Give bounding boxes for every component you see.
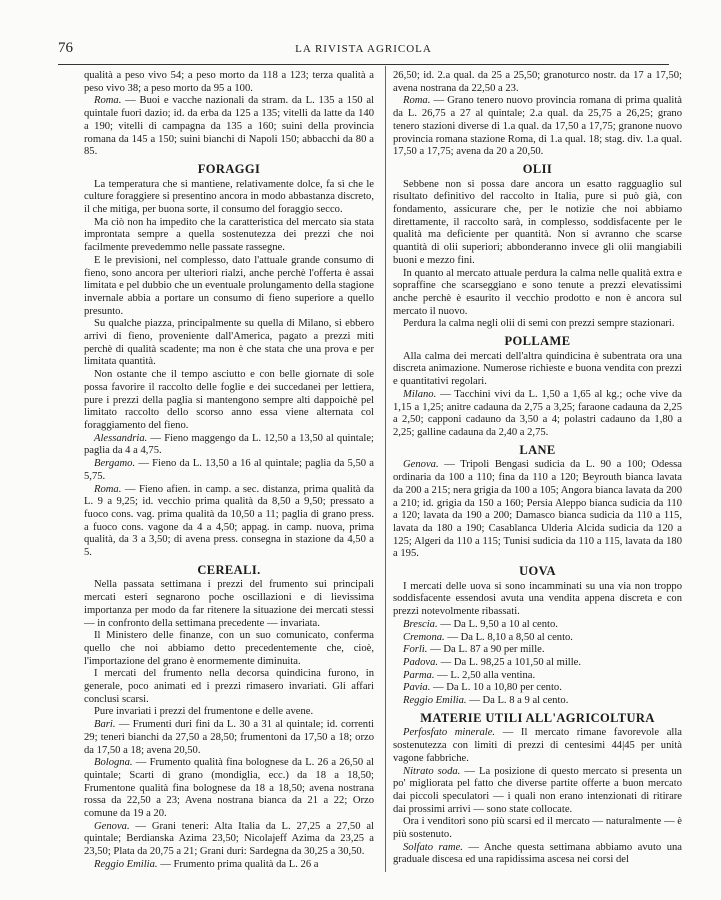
market-prices: — Fieno maggengo da L. 12,50 a 13,50 al quintale; paglia da 4 a 4,75. [84, 432, 374, 457]
paragraph: Su qualche piazza, principalmente su quella di Milano, si ebbero arrivi di fieno, proveniente dall'America, pagato a prezzi miti perchè di qualità scadente; ma non è che stata che una prova e per limitata quantità. [84, 318, 374, 368]
page-number: 76 [58, 40, 73, 56]
section-heading-foraggi: FORAGGI [197, 161, 261, 176]
list-item [393, 657, 682, 670]
market-prices: — La posizione di questo mercato si presenta un po' migliorata pel fatto che diverse partite offerte a buon mercato dai piccoli speculatori — i quali non erano intenzionati di ritirare dai prossimi arrivi — sono state collocate. [393, 765, 682, 815]
market-prices: — Da L. 98,25 a 101,50 al mille. [438, 656, 582, 668]
product-name: Solfato rame. [403, 841, 463, 853]
list-item [393, 644, 682, 657]
paragraph: Ma ciò non ha impedito che la caratteristica del mercato sia stata improntata sempre a quella sostenutezza dei prezzi che noi facilmente prevedemmo nelle passate rassegne. [84, 216, 374, 254]
city-name: Roma. [94, 95, 122, 107]
market-entry [393, 459, 682, 561]
city-name: Reggio Emilia. [94, 858, 158, 870]
market-entry [84, 95, 374, 159]
journal-title: LA RIVISTA AGRICOLA [295, 43, 432, 55]
section-heading-olii: OLII [522, 161, 553, 176]
section-heading-uova: UOVA [519, 564, 556, 579]
market-entry [84, 719, 374, 757]
paragraph: qualità a peso vivo 54; a peso morto da 118 a 123; terza qualità a peso vivo 38; a peso morto da 95 a 100. [84, 70, 374, 94]
market-prices: — Buoi e vacche nazionali da stram. da L. 135 a 150 al quintale fuori dazio; id. da erba da 125 a 135; vitelli da latte da 140 a 190; vitelli di campagna da 135 a 160; suini della provincia romana da 145 a 150; suini bianchi di Napoli 150; abbacchi da 80 a 85. [84, 95, 374, 158]
list-item [393, 632, 682, 645]
city-name: Reggio Emilia. [403, 695, 467, 707]
city-name: Brescia. [403, 618, 438, 630]
city-name: Bari. [94, 719, 116, 731]
market-entry [84, 484, 374, 560]
paragraph: I mercati del frumento nella decorsa quindicina furono, in generale, poco animati ed i prezzi rimasero invariati. Gli affari conclusi scarsi. [84, 668, 374, 705]
market-prices: — Frumenti duri fini da L. 30 a 31 al quintale; id. correnti 29; teneri bianchi da 27,50 a 28,50; frumentoni da 17,50 a 18; orzo da 17,50 a 18; avena 20,50. [84, 719, 374, 756]
list-item [393, 682, 682, 695]
market-prices: — Grano tenero nuovo provincia romana di prima qualità da L. 26,75 a 27 al quintale; 2.a qual. da 25,75 a 26,25; grano tenero stazioni diverse di 1.a qual. da 17,50 a 17,75; granone nuovo provincia romana stazione Roma, di 1.a qual. 18; stag. div. 1.a qual. 17,50 a 17,75; avena da 20 a 20,50. [393, 95, 682, 158]
market-entry [84, 433, 374, 458]
paragraph: I mercati delle uova si sono incamminati su una via non troppo soddisfacente essendosi avuta una vendita appena discreta e con prezzi notevolmente ribassati. [393, 580, 682, 618]
market-entry [393, 842, 682, 867]
market-prices: — Da L. 9,50 a 10 al cento. [437, 618, 558, 630]
market-entry [393, 389, 682, 440]
market-prices: — Fieno da L. 13,50 a 16 al quintale; paglia da 5,50 a 5,75. [84, 458, 374, 482]
section-heading-pollame: POLLAME [504, 334, 571, 349]
market-entry [84, 859, 374, 872]
paragraph: Il Ministero delle finanze, con un suo comunicato, conferma quello che noi abbiamo detto precedentemente che, cioè, l'importazione del grano è enormemente diminuita. [84, 630, 374, 667]
market-entry [84, 458, 374, 483]
market-entry [84, 757, 374, 821]
market-prices: — Tripoli Bengasi sudicia da L. 90 a 100; Odessa ordinaria da 100 a 110; fina da 110 a 120; Beyrouth bianca lavata da 200 a 215; nera grigia da 100 a 105; Angora bianca lavata da 200 a 210; id. grigia da 150 a 160; Persia Aleppo bianca sudicia da 110 a 120; lavata da 190 a 200; Damasco bianca sudicia da 110 a 115, lavata da 180 a 190; Casablanca Ulderia Alcida sudicia da 120 a 125; Algeri da 110 a 115; Tunisi sudicia da 110 a 115, lavata da 180 a 195. [393, 459, 682, 560]
city-name: Pavia. [403, 682, 431, 694]
market-prices: — Frumento qualità fina bolognese da L. 26 a 26,50 al quintale; Scarti di grano (mondiglia, ecc.) da 18 a 18,50; Frumentone qualità fina bolognese da 18 a 18,50; avena nostrana rossa da 22,50 a 23; Avena nostrana bianca da 21 a 22; Orzo comune da 19 a 20. [84, 757, 374, 820]
city-name: Bergamo. [94, 458, 136, 470]
column-divider [385, 66, 386, 872]
list-item [393, 670, 682, 683]
city-name: Milano. [403, 388, 437, 400]
market-prices: — Anche questa settimana abbiamo avuto una graduale discesa ed una rapidissima ascesa nei corsi del [393, 841, 682, 866]
paragraph: Alla calma dei mercati dell'altra quindicina è subentrata ora una discreta animazione. Numerose richieste e buona vendita con prezzi e quantitativi regolari. [393, 350, 682, 388]
market-prices: — Grani teneri: Alta Italia da L. 27,25 a 27,50 al quintale; Berdianska Azima 23,50; Nicolajeff Azima da 23,25 a 23,50; Plata da 20,75 a 21; Grani duri: Sardegna da 30,25 a 30,50. [84, 820, 374, 858]
egg-price-list [393, 619, 682, 708]
city-name: Cremona. [403, 631, 445, 643]
paragraph: Nella passata settimana i prezzi del frumento sui principali mercati esteri segnarono poche oscillazioni e di lievissima importanza per modo da far ritenere la situazione dei mercati stessi — in confronto della settimana precedente — invariata. [84, 579, 374, 629]
market-prices: — Da L. 8 a 9 al cento. [466, 695, 569, 707]
paragraph: In quanto al mercato attuale perdura la calma nelle qualità extra e sopraffine che scarseggiano e sono tenute a prezzi elevatissimi anche perchè è esaurito il vecchio prodotto e non è ancora sul mercato il nuovo. [393, 267, 682, 317]
market-prices: — Frumento prima qualità da L. 26 a [157, 858, 319, 870]
paragraph: 26,50; id. 2.a qual. da 25 a 25,50; granoturco nostr. da 17 a 17,50; avena nostrana da 22,50 a 23. [393, 70, 682, 94]
paragraph: Pure invariati i prezzi del frumentone e delle avene. [94, 706, 314, 718]
city-name: Alessandria. [94, 432, 148, 444]
city-name: Forlì. [403, 644, 428, 656]
product-name: Perfosfato minerale. [403, 727, 496, 739]
market-prices: — L. 2,50 alla ventina. [434, 669, 536, 681]
city-name: Roma. [94, 483, 122, 495]
market-prices: — Da L. 8,10 a 8,50 al cento. [444, 631, 573, 643]
market-entry [393, 95, 682, 159]
city-name: Padova. [403, 656, 439, 668]
market-entry [84, 821, 374, 859]
right-column [393, 70, 682, 867]
section-heading-lane: LANE [519, 442, 556, 457]
paragraph: Sebbene non si possa dare ancora un esatto ragguaglio sul risultato definitivo del raccolto in Italia, pure si può già, con fondamento, assicurare che, per le notizie che noi abbiamo direttamente, il raccolto sarà, in complesso, soddisfacente per le qualità ma deficiente per quantità. Non si avranno che scarse quantità di olii superiori; abbonderanno invece gli olii mangiabili buoni e mezzo fini. [393, 178, 682, 266]
paragraph: La temperatura che si mantiene, relativamente dolce, fa sì che le culture foraggiere si presentino ancora in modo abbastanza discreto, il che mitiga, per buona sorte, il consumo del foraggio secco. [84, 178, 374, 216]
market-prices: — Tacchini vivi da L. 1,50 a 1,65 al kg.; oche vive da 1,15 a 1,25; anitre cadauna da 2,75 a 3,25; faraone cadauna da 2,25 a 2,50; capponi cadauno da 3,50 a 4; polastri cadauno da 1,80 a 2,25; galline cadauna da 2,40 a 2,75. [393, 388, 682, 438]
left-column [84, 70, 374, 872]
market-prices: — Da L. 87 a 90 per mille. [427, 644, 545, 656]
paragraph: E le previsioni, nel complesso, dato l'attuale grande consumo di fieno, sono ancora per ulteriori rialzi, anche perchè l'offerta è assai limitata e pel dubbio che un eventuale prolungamento della stagione invernale abbia a portare un consumo di fieno superiore a quello presunto. [84, 254, 374, 317]
market-entry [393, 727, 682, 765]
city-name: Genova. [403, 459, 439, 471]
paragraph: Non ostante che il tempo asciutto e con belle giornate di sole possa favorire il raccolto delle foglie e dei succedanei per lettiera, pure i prezzi della paglia si mantengono sempre alti dappoichè pel limitato raccolto dello scorso anno essa viene alternata col foraggiamento del fieno. [84, 369, 374, 431]
list-item [393, 695, 682, 708]
section-heading-cereali: CEREALI. [197, 562, 261, 577]
paragraph: Perdura la calma negli olii di semi con prezzi sempre stazionari. [403, 318, 675, 330]
section-heading-materie: MATERIE UTILI ALL'AGRICOLTURA [420, 710, 655, 725]
market-entry [393, 766, 682, 817]
list-item [393, 619, 682, 632]
market-prices: — Da L. 10 a 10,80 per cento. [430, 682, 562, 694]
page-header [58, 40, 669, 62]
city-name: Bologna. [94, 757, 133, 769]
paragraph: Ora i venditori sono più scarsi ed il mercato — naturalmente — è più sostenuto. [393, 816, 682, 841]
city-name: Genova. [94, 820, 130, 832]
market-prices: — Fieno afien. in camp. a sec. distanza, prima qualità da L. 9 a 9,25; id. vecchio prima qualità da 8,50 a 9,50; pressato a fuoco cons. vag. prima qualità da 10,50 a 11; paglia di grano press. a fuoco cons. vagone da 4 a 4,50; appag. in camp. nuova, prima qualità, da 3 a 3,50; di avena press. consegna in stazione da 4,50 a 5. [84, 483, 374, 559]
city-name: Roma. [403, 95, 431, 107]
city-name: Parma. [403, 669, 435, 681]
market-prices: — Il mercato rimane favorevole alla sostenutezza con limiti di prezzi di centesimi 44|45 per unità vagone fabbriche. [393, 727, 682, 764]
header-rule [58, 64, 669, 65]
product-name: Nitrato soda. [403, 765, 461, 777]
